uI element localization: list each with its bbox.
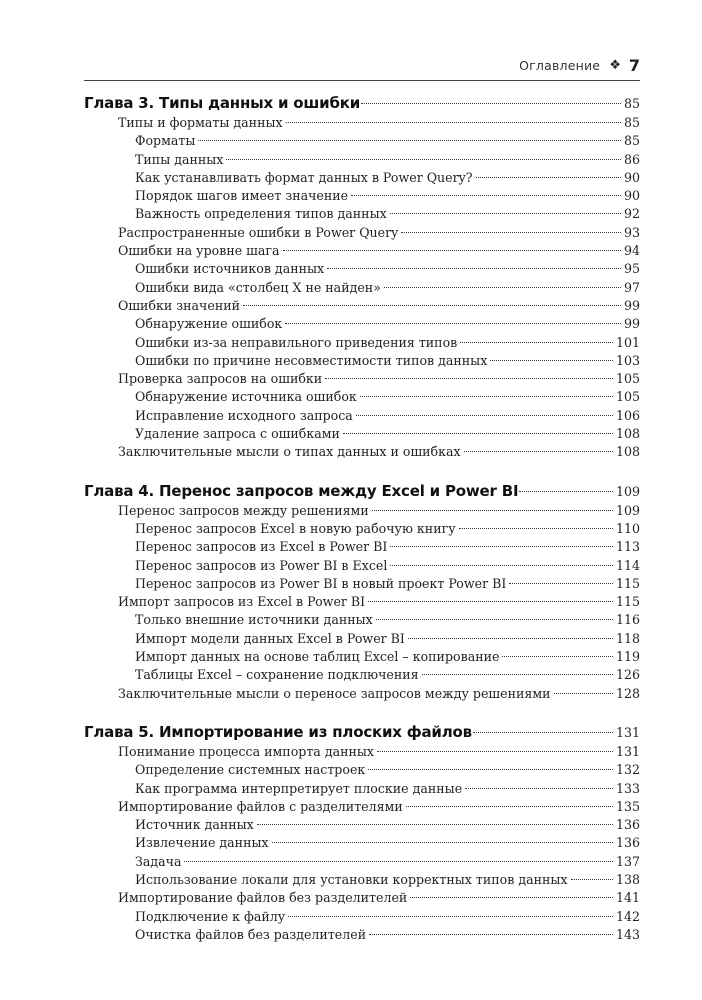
toc-subsection[interactable] [84,205,640,223]
toc-entry-title: Распространенные ошибки в Power Query [118,224,399,240]
toc-subsection[interactable] [84,279,640,297]
toc-entry-title: Очистка файлов без разделителей [135,926,367,942]
toc-subsection[interactable] [84,407,640,425]
toc-entry-page: 97 [623,279,640,295]
toc-subsection[interactable] [84,575,640,593]
toc-subsection[interactable] [84,425,640,443]
toc-entry-page: 90 [623,169,640,185]
toc-section[interactable] [84,443,640,461]
toc-section[interactable] [84,297,640,315]
toc-entry-page: 85 [623,115,640,130]
toc-entry-page: 109 [615,502,640,518]
toc-section[interactable] [84,114,640,132]
dot-leader [272,842,613,843]
toc-entry-title: Исправление исходного запроса [135,407,353,423]
toc-entry-page: 85 [623,133,640,149]
toc-subsection[interactable] [84,780,640,798]
toc-subsection[interactable] [84,352,640,370]
toc-entry-page: 90 [623,188,640,204]
toc-entry-page: 132 [615,762,640,778]
toc-section[interactable] [84,242,640,260]
dot-leader [361,103,621,104]
toc-entry-title: Удаление запроса с ошибками [135,426,340,442]
toc-entry-page: 131 [615,743,640,759]
dot-leader [351,195,621,196]
toc-chapter[interactable] [84,480,640,502]
dot-leader [476,177,621,178]
toc-entry-title: Ошибки на уровне шага [118,243,280,259]
dot-leader [376,619,613,620]
toc-entry-title: Определение системных настроек [135,762,366,778]
toc-subsection[interactable] [84,169,640,187]
toc-entry-page: 137 [615,853,640,869]
toc-section[interactable] [84,685,640,703]
toc-entry-title: Импорт модели данных Excel в Power BI [135,630,405,646]
toc-entry-title: Извлечение данных [135,835,269,851]
toc-subsection[interactable] [84,132,640,150]
dot-leader [390,213,621,214]
toc-entry-title: Источник данных [135,817,254,833]
toc-entry-page: 131 [615,724,640,740]
header-page-number: 7 [628,55,640,75]
dot-leader [401,232,621,233]
toc-subsection[interactable] [84,260,640,278]
dot-leader [519,491,613,492]
toc-entry-title: Как программа интерпретирует плоские данные [135,780,463,796]
dot-leader [384,287,621,288]
dot-leader [459,528,613,529]
dot-leader [368,769,613,770]
toc-entry-page: 126 [615,667,640,683]
dot-leader [490,360,613,361]
toc-entry-page: 95 [623,261,640,277]
dot-leader [377,751,613,752]
toc-section[interactable] [84,743,640,761]
dot-leader [554,693,613,694]
toc-subsection[interactable] [84,908,640,926]
toc-entry-page: 105 [615,371,640,387]
dot-leader [285,323,621,324]
table-of-contents [84,92,640,944]
toc-entry-page: 142 [615,908,640,924]
dot-leader [406,806,613,807]
toc-entry-page: 101 [615,334,640,350]
dot-leader [257,824,613,825]
toc-entry-title: Заключительные мысли о переносе запросов между решениями [118,685,551,701]
dot-leader [286,122,621,123]
toc-entry-page: 99 [623,297,640,313]
dot-leader [369,934,613,935]
toc-subsection[interactable] [84,871,640,889]
toc-entry-title: Импорт запросов из Excel в Power BI [118,594,366,610]
dot-leader [360,396,613,397]
toc-subsection[interactable] [84,853,640,871]
toc-subsection[interactable] [84,630,640,648]
toc-entry-page: 103 [615,352,640,368]
toc-section[interactable] [84,370,640,388]
toc-entry-title: Перенос запросов из Power BI в новый проект Power BI [135,575,507,591]
toc-section[interactable] [84,502,640,520]
toc-entry-title: Перенос запросов из Excel в Power BI [135,539,388,555]
toc-entry-title: Импорт данных на основе таблиц Excel – копирование [135,649,500,665]
toc-section[interactable] [84,593,640,611]
toc-entry-page: 138 [615,871,640,887]
toc-entry-page: 119 [615,649,640,665]
toc-entry-title: Глава 3. Типы данных и ошибки [84,94,361,112]
dot-leader [198,140,621,141]
dot-leader [343,433,613,434]
toc-subsection[interactable] [84,334,640,352]
toc-subsection[interactable] [84,666,640,684]
toc-section[interactable] [84,889,640,907]
dot-leader [509,583,613,584]
toc-entry-page: 136 [615,835,640,851]
toc-subsection[interactable] [84,761,640,779]
toc-entry-page: 108 [615,426,640,442]
toc-entry-title: Обнаружение источника ошибок [135,389,357,405]
dot-leader [372,510,613,511]
dot-leader [464,451,613,452]
toc-subsection[interactable] [84,648,640,666]
dot-leader [184,861,613,862]
toc-entry-title: Использование локали для установки корректных типов данных [135,871,568,887]
toc-entry-page: 133 [615,780,640,796]
dot-leader [571,879,613,880]
toc-entry-page: 114 [615,557,640,573]
dot-leader [325,378,613,379]
toc-entry-title: Импортирование файлов без разделителей [118,890,408,906]
toc-entry-title: Ошибки по причине несовместимости типов данных [135,352,488,368]
toc-section[interactable] [84,798,640,816]
toc-entry-page: 92 [623,206,640,222]
toc-chapter[interactable] [84,721,640,743]
toc-subsection[interactable] [84,520,640,538]
toc-entry-title: Перенос запросов между решениями [118,502,369,518]
dot-leader [243,305,621,306]
toc-subsection[interactable] [84,538,640,556]
toc-entry-page: 143 [615,926,640,942]
toc-entry-title: Импортирование файлов с разделителями [118,798,403,814]
toc-entry-page: 141 [615,890,640,906]
toc-entry-page: 85 [623,96,640,111]
toc-entry-title: Глава 5. Импортирование из плоских файлов [84,722,472,741]
dot-leader [356,415,613,416]
toc-entry-page: 94 [623,243,640,259]
toc-entry-title: Типы и форматы данных [118,115,283,130]
dot-leader [460,342,613,343]
toc-entry-title: Типы данных [135,151,224,167]
toc-subsection[interactable] [84,611,640,629]
toc-entry-page: 99 [623,316,640,332]
toc-entry-page: 109 [615,483,640,499]
toc-subsection[interactable] [84,926,640,944]
dot-leader [410,897,613,898]
dot-leader [327,268,621,269]
toc-subsection[interactable] [84,834,640,852]
toc-entry-page: 86 [623,151,640,167]
toc-entry-page: 118 [615,630,640,646]
dot-leader [473,732,613,733]
toc-entry-title: Проверка запросов на ошибки [118,371,323,387]
chapter-spacer [84,462,640,480]
toc-entry-page: 113 [615,539,640,555]
dot-leader [502,656,613,657]
toc-entry-page: 116 [615,612,640,628]
toc-entry-page: 105 [615,389,640,405]
dot-leader [422,674,613,675]
toc-entry-title: Ошибки значений [118,297,241,313]
toc-entry-title: Понимание процесса импорта данных [118,743,374,759]
toc-entry-title: Задача [135,853,182,869]
toc-chapter[interactable] [84,92,640,114]
dot-leader [390,565,613,566]
toc-entry-title: Ошибки вида «столбец X не найден» [135,279,381,295]
toc-entry-title: Подключение к файлу [135,908,286,924]
dot-leader [408,638,613,639]
toc-entry-page: 136 [615,817,640,833]
toc-entry-title: Перенос запросов из Power BI в Excel [135,557,388,573]
toc-entry-page: 115 [615,575,640,591]
running-header [84,50,640,81]
toc-entry-page: 93 [623,224,640,240]
toc-entry-title: Глава 4. Перенос запросов между Excel и Power BI [84,481,519,500]
toc-entry-title: Важность определения типов данных [135,206,387,222]
toc-entry-page: 106 [615,407,640,423]
toc-subsection[interactable] [84,187,640,205]
toc-entry-page: 115 [615,594,640,610]
toc-subsection[interactable] [84,315,640,333]
fleuron-icon: ❖ [609,57,621,73]
toc-entry-title: Форматы [135,133,196,149]
toc-entry-title: Перенос запросов Excel в новую рабочую книгу [135,520,456,536]
toc-section[interactable] [84,224,640,242]
toc-subsection[interactable] [84,388,640,406]
toc-subsection[interactable] [84,151,640,169]
toc-entry-title: Как устанавливать формат данных в Power Query? [135,169,473,185]
toc-entry-title: Обнаружение ошибок [135,316,283,332]
toc-subsection[interactable] [84,816,640,834]
toc-entry-page: 135 [615,798,640,814]
toc-entry-title: Только внешние источники данных [135,612,373,628]
dot-leader [288,916,613,917]
header-section-title: Оглавление [519,57,601,73]
dot-leader [226,159,621,160]
toc-entry-title: Ошибки из-за неправильного приведения типов [135,334,458,350]
dot-leader [368,601,613,602]
toc-entry-title: Заключительные мысли о типах данных и ошибках [118,444,461,460]
toc-subsection[interactable] [84,557,640,575]
toc-entry-title: Порядок шагов имеет значение [135,188,349,204]
toc-entry-page: 128 [615,685,640,701]
toc-entry-title: Таблицы Excel – сохранение подключения [135,667,419,683]
chapter-spacer [84,703,640,721]
dot-leader [390,546,613,547]
toc-entry-page: 110 [615,520,640,536]
toc-entry-page: 108 [615,444,640,460]
dot-leader [465,788,613,789]
toc-entry-title: Ошибки источников данных [135,261,325,277]
dot-leader [283,250,621,251]
